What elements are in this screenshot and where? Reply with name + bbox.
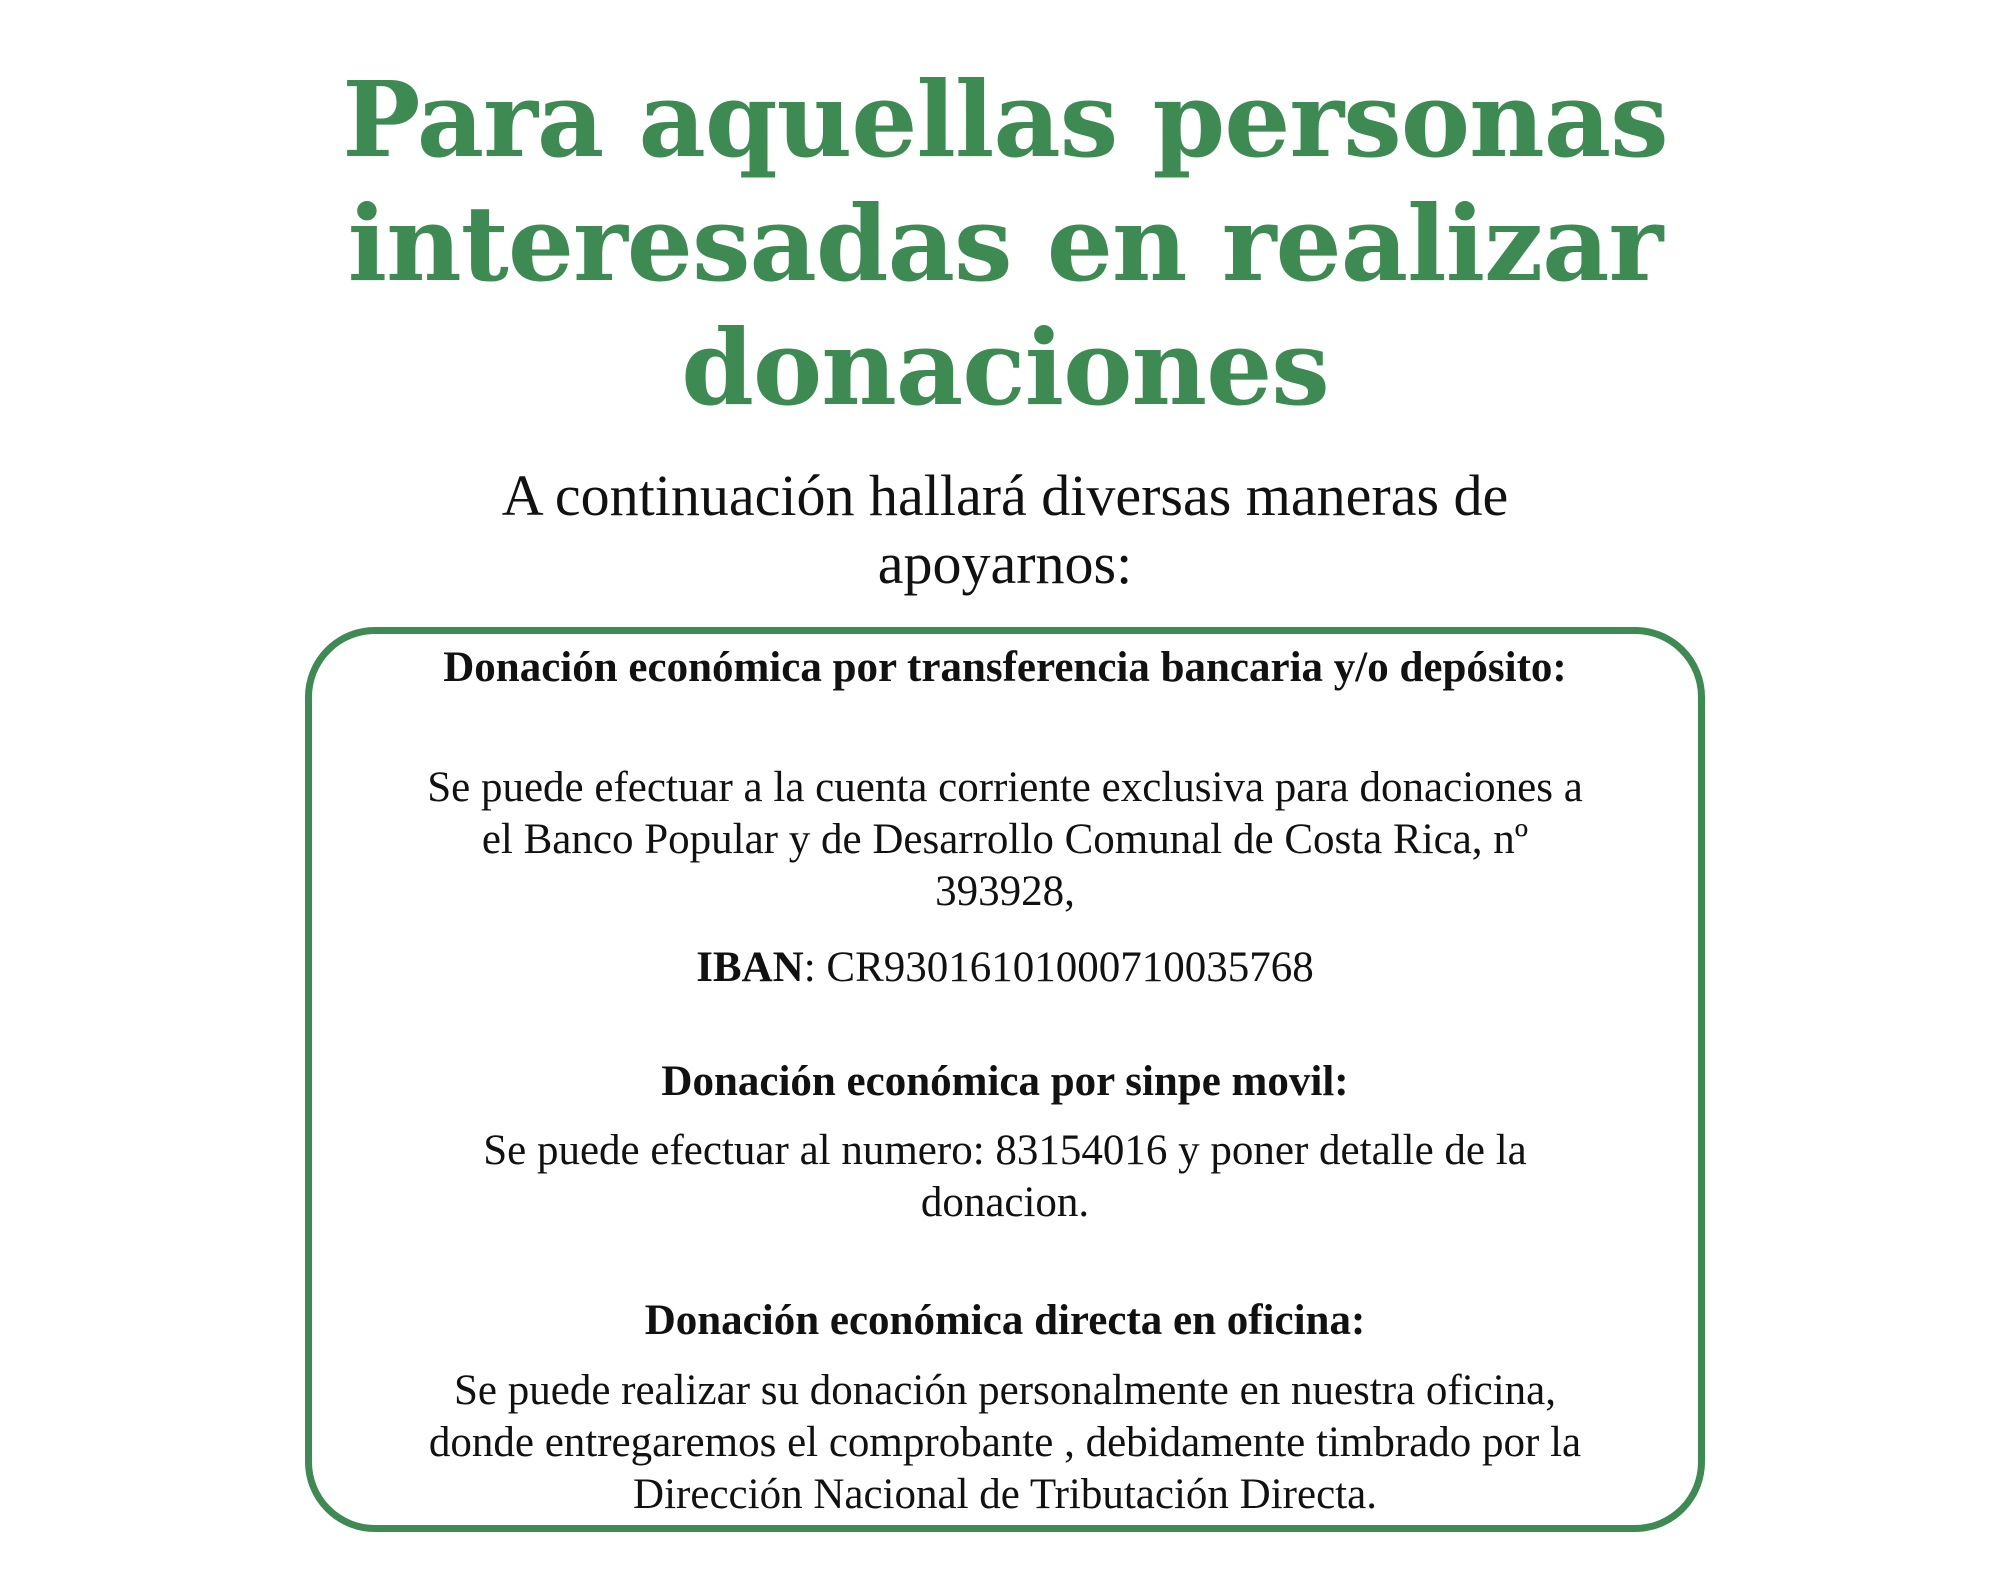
iban-label: IBAN — [696, 944, 804, 991]
section-title-sinpe-movil: Donación económica por sinpe movil: — [661, 1058, 1349, 1105]
section-body-office: Se puede realizar su donación personalmente en nuestra oficina, donde entregaremos el comprobante , debidamente timbrado por la Dirección Nacional de Tributación Directa. — [428, 1367, 1582, 1518]
section-body-bank-transfer: Se puede efectuar a la cuenta corriente exclusiva para donaciones a el Banco Popular y de Desarrollo Comunal de Costa Rica, nº 393928, — [427, 764, 1583, 915]
page-title: Para aquellas personas interesadas en realizar donaciones — [342, 58, 1668, 429]
intro-text: A continuación hallará diversas maneras de apoyarnos: — [501, 463, 1509, 596]
iban-value: : CR93016101000710035768 — [803, 944, 1314, 991]
iban-line — [420, 942, 1590, 994]
section-title-office: Donación económica directa en oficina: — [644, 1297, 1366, 1344]
section-title-bank-transfer: Donación económica por transferencia bancaria y/o depósito: — [443, 644, 1567, 691]
section-body-sinpe-movil: Se puede efectuar al numero: 83154016 y poner detalle de la donacion. — [483, 1127, 1527, 1226]
